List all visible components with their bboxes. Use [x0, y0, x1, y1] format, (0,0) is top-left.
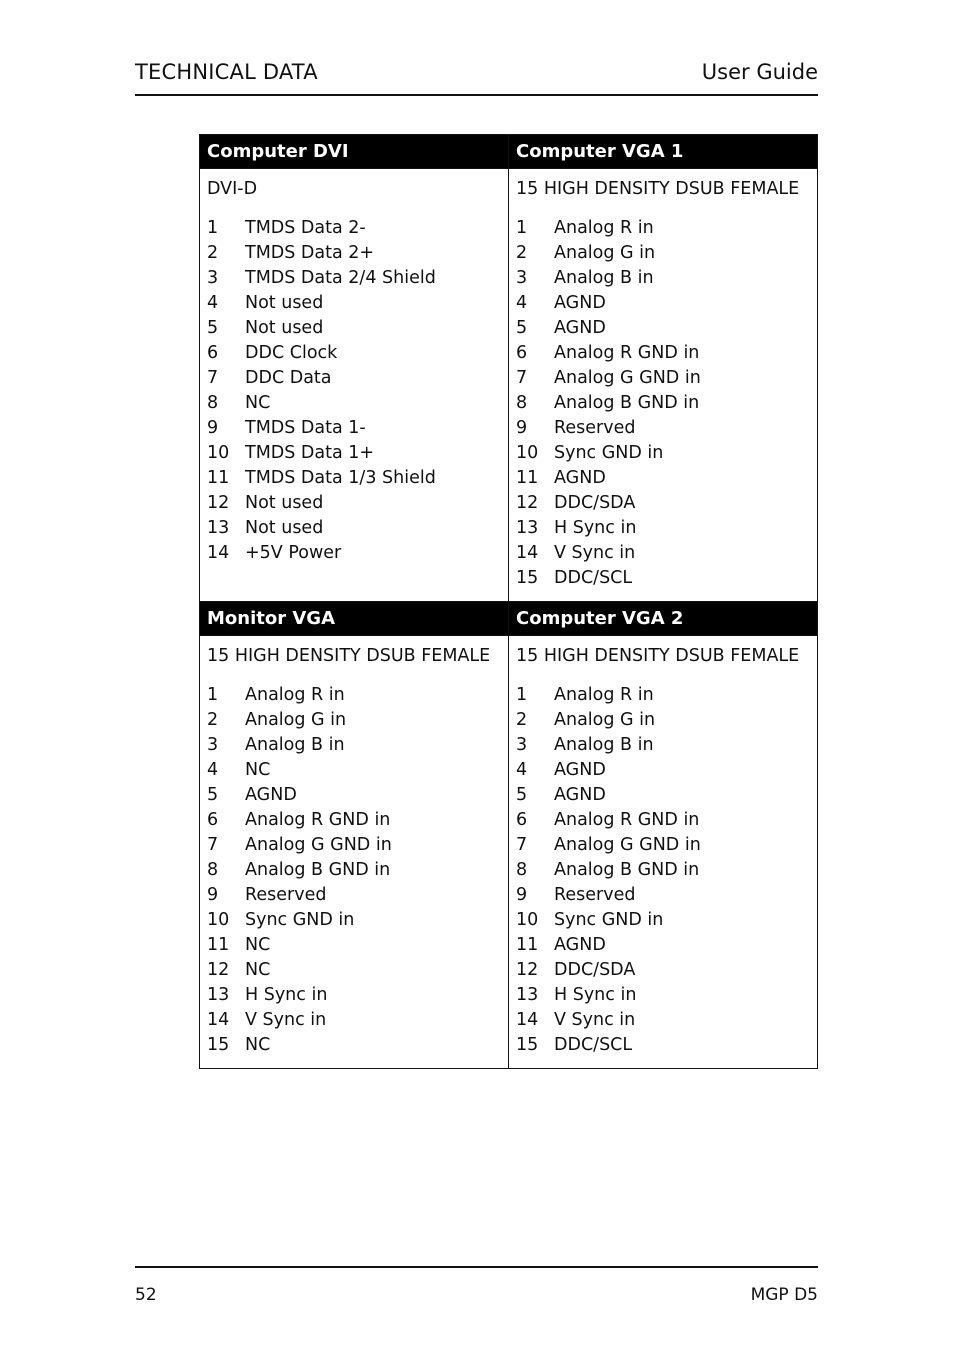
pin-number: 14 [207, 1010, 230, 1030]
pin-row [207, 241, 501, 266]
pin-row [207, 1033, 501, 1058]
pin-signal: Analog B in [245, 735, 345, 755]
page-footer [135, 1266, 818, 1305]
pin-number: 13 [516, 518, 539, 538]
pin-number: 12 [207, 960, 230, 980]
pin-number: 4 [516, 293, 528, 313]
pin-number: 1 [207, 218, 219, 238]
pin-row [516, 391, 810, 416]
pin-signal: Not used [245, 318, 324, 338]
pin-signal: TMDS Data 1/3 Shield [245, 468, 436, 488]
pin-row [516, 441, 810, 466]
pin-number: 7 [207, 835, 219, 855]
pin-row [516, 733, 810, 758]
pin-signal: Analog B in [554, 735, 654, 755]
pin-signal: TMDS Data 2- [245, 218, 366, 238]
pin-signal: Not used [245, 518, 324, 538]
pin-row [516, 541, 810, 566]
pin-row [207, 858, 501, 883]
pin-row [207, 291, 501, 316]
pin-row [207, 216, 501, 241]
pin-signal: +5V Power [245, 543, 342, 563]
computer-vga2-cell [509, 636, 818, 1069]
pin-row [516, 858, 810, 883]
pin-row [207, 316, 501, 341]
pin-number: 6 [207, 810, 219, 830]
computer-dvi-heading: Computer DVI [200, 135, 509, 169]
pin-row [516, 566, 810, 591]
pin-row [516, 291, 810, 316]
pin-number: 12 [516, 493, 539, 513]
pin-number: 9 [207, 885, 219, 905]
pin-list [207, 216, 501, 566]
pin-signal: Sync GND in [554, 910, 664, 930]
pin-signal: DDC/SDA [554, 960, 636, 980]
section-title: TECHNICAL DATA [135, 60, 318, 84]
pin-signal: Analog R in [245, 685, 345, 705]
pin-number: 10 [207, 910, 230, 930]
pin-row [516, 491, 810, 516]
pin-signal: NC [245, 760, 271, 780]
pin-signal: AGND [554, 468, 606, 488]
pinout-table [199, 134, 818, 1069]
pin-number: 11 [516, 468, 539, 488]
pin-number: 4 [207, 293, 219, 313]
table-body-row [200, 636, 818, 1069]
pin-signal: Analog R in [554, 218, 654, 238]
pin-row [207, 883, 501, 908]
pin-signal: V Sync in [554, 543, 636, 563]
pin-number: 6 [516, 343, 528, 363]
computer-vga1-cell [509, 169, 818, 602]
pin-number: 13 [207, 518, 230, 538]
pin-signal: Reserved [245, 885, 327, 905]
pin-number: 4 [516, 760, 528, 780]
pin-row [516, 683, 810, 708]
pin-signal: Sync GND in [554, 443, 664, 463]
pin-row [516, 516, 810, 541]
pin-row [207, 683, 501, 708]
pin-row [207, 783, 501, 808]
pin-number: 1 [516, 218, 528, 238]
pin-signal: Reserved [554, 885, 636, 905]
pin-row [516, 783, 810, 808]
pin-signal: DDC Data [245, 368, 332, 388]
pin-signal: Sync GND in [245, 910, 355, 930]
pin-signal: DDC/SCL [554, 568, 633, 588]
pin-signal: AGND [554, 935, 606, 955]
pin-row [207, 983, 501, 1008]
pin-signal: Not used [245, 493, 324, 513]
pin-row [207, 708, 501, 733]
pin-number: 10 [207, 443, 230, 463]
pin-number: 2 [207, 710, 219, 730]
pin-signal: H Sync in [245, 985, 328, 1005]
pin-number: 2 [516, 243, 528, 263]
pin-row [516, 316, 810, 341]
pin-number: 14 [207, 543, 230, 563]
pin-row [516, 883, 810, 908]
pin-signal: Analog R in [554, 685, 654, 705]
pin-row [207, 466, 501, 491]
pin-row [516, 933, 810, 958]
pin-row [207, 733, 501, 758]
document-title: User Guide [701, 60, 818, 84]
page-header [135, 58, 818, 96]
pin-row [516, 1033, 810, 1058]
pin-number: 7 [516, 368, 528, 388]
pin-row [516, 758, 810, 783]
pin-number: 12 [516, 960, 539, 980]
pin-signal: Analog G in [554, 710, 656, 730]
pin-number: 10 [516, 443, 539, 463]
pin-signal: H Sync in [554, 518, 637, 538]
pin-number: 8 [207, 393, 219, 413]
table-header-row [200, 602, 818, 636]
pin-number: 3 [207, 268, 219, 288]
pin-list [516, 683, 810, 1058]
pin-number: 9 [516, 885, 528, 905]
pin-signal: AGND [554, 760, 606, 780]
pin-number: 15 [516, 1035, 539, 1055]
pin-number: 1 [516, 685, 528, 705]
pin-row [516, 833, 810, 858]
pin-row [207, 441, 501, 466]
pin-number: 3 [207, 735, 219, 755]
pin-signal: TMDS Data 2/4 Shield [245, 268, 436, 288]
pin-row [516, 466, 810, 491]
pin-signal: TMDS Data 2+ [245, 243, 375, 263]
computer-vga1-heading: Computer VGA 1 [509, 135, 818, 169]
pin-signal: NC [245, 960, 271, 980]
pin-signal: Analog B GND in [554, 860, 700, 880]
pin-number: 11 [516, 935, 539, 955]
pin-signal: TMDS Data 1+ [245, 443, 375, 463]
pin-list [207, 683, 501, 1058]
connector-type: 15 HIGH DENSITY DSUB FEMALE [516, 179, 800, 199]
pin-signal: V Sync in [554, 1010, 636, 1030]
pin-signal: AGND [554, 318, 606, 338]
pin-number: 9 [516, 418, 528, 438]
pin-row [516, 366, 810, 391]
pin-number: 11 [207, 935, 230, 955]
pin-number: 4 [207, 760, 219, 780]
pin-row [516, 341, 810, 366]
pin-number: 11 [207, 468, 230, 488]
pin-signal: Not used [245, 293, 324, 313]
pin-number: 14 [516, 543, 539, 563]
pin-number: 6 [516, 810, 528, 830]
pin-signal: AGND [245, 785, 297, 805]
pin-number: 13 [207, 985, 230, 1005]
pin-number: 5 [516, 785, 528, 805]
pin-signal: NC [245, 1035, 271, 1055]
pin-signal: Analog B GND in [245, 860, 391, 880]
pin-number: 13 [516, 985, 539, 1005]
pin-number: 1 [207, 685, 219, 705]
pin-row [207, 391, 501, 416]
pin-signal: Analog R GND in [554, 810, 700, 830]
pin-signal: DDC Clock [245, 343, 338, 363]
computer-vga2-heading: Computer VGA 2 [509, 602, 818, 636]
pin-signal: V Sync in [245, 1010, 327, 1030]
pin-row [516, 908, 810, 933]
pin-signal: Analog R GND in [554, 343, 700, 363]
connector-type: 15 HIGH DENSITY DSUB FEMALE [207, 646, 491, 666]
pin-row [516, 708, 810, 733]
pin-signal: NC [245, 935, 271, 955]
pin-row [516, 1008, 810, 1033]
pin-row [516, 416, 810, 441]
pin-number: 5 [207, 785, 219, 805]
pin-number: 7 [207, 368, 219, 388]
pin-signal: DDC/SCL [554, 1035, 633, 1055]
connector-type: 15 HIGH DENSITY DSUB FEMALE [516, 646, 800, 666]
pin-number: 8 [516, 393, 528, 413]
pin-signal: Analog G in [554, 243, 656, 263]
pin-signal: TMDS Data 1- [245, 418, 366, 438]
product-name: MGP D5 [750, 1285, 818, 1305]
pin-signal: Analog B GND in [554, 393, 700, 413]
pin-row [207, 366, 501, 391]
pin-number: 14 [516, 1010, 539, 1030]
pin-number: 2 [207, 243, 219, 263]
pin-signal: AGND [554, 293, 606, 313]
connector-type: DVI-D [207, 179, 258, 199]
pin-signal: Reserved [554, 418, 636, 438]
pin-number: 12 [207, 493, 230, 513]
pin-row [207, 1008, 501, 1033]
pin-row [207, 266, 501, 291]
pin-signal: Analog B in [554, 268, 654, 288]
pin-signal: H Sync in [554, 985, 637, 1005]
pin-signal: Analog R GND in [245, 810, 391, 830]
pin-row [207, 491, 501, 516]
pin-row [207, 933, 501, 958]
computer-dvi-cell [200, 169, 509, 602]
pin-signal: Analog G GND in [554, 368, 701, 388]
pin-signal: Analog G GND in [554, 835, 701, 855]
table-body-row [200, 169, 818, 602]
pin-row [207, 958, 501, 983]
pin-number: 3 [516, 268, 528, 288]
pin-row [516, 808, 810, 833]
monitor-vga-cell [200, 636, 509, 1069]
pin-signal: Analog G in [245, 710, 347, 730]
pin-number: 15 [207, 1035, 230, 1055]
pin-number: 5 [207, 318, 219, 338]
pin-number: 10 [516, 910, 539, 930]
pin-row [207, 341, 501, 366]
pin-number: 8 [207, 860, 219, 880]
pin-row [516, 216, 810, 241]
pin-number: 7 [516, 835, 528, 855]
pin-signal: NC [245, 393, 271, 413]
pin-signal: AGND [554, 785, 606, 805]
pin-list [516, 216, 810, 591]
pin-row [207, 758, 501, 783]
pin-row [207, 541, 501, 566]
pin-row [516, 241, 810, 266]
pin-signal: Analog G GND in [245, 835, 392, 855]
pin-signal: DDC/SDA [554, 493, 636, 513]
pin-number: 8 [516, 860, 528, 880]
pin-row [207, 808, 501, 833]
pin-row [516, 266, 810, 291]
pin-number: 3 [516, 735, 528, 755]
pin-number: 5 [516, 318, 528, 338]
pin-row [207, 908, 501, 933]
pin-row [207, 516, 501, 541]
pin-row [207, 833, 501, 858]
page-number: 52 [135, 1285, 157, 1305]
pin-row [207, 416, 501, 441]
pin-number: 9 [207, 418, 219, 438]
pin-number: 2 [516, 710, 528, 730]
monitor-vga-heading: Monitor VGA [200, 602, 509, 636]
pin-number: 15 [516, 568, 539, 588]
pin-row [516, 983, 810, 1008]
pin-row [516, 958, 810, 983]
table-header-row [200, 135, 818, 169]
pin-number: 6 [207, 343, 219, 363]
